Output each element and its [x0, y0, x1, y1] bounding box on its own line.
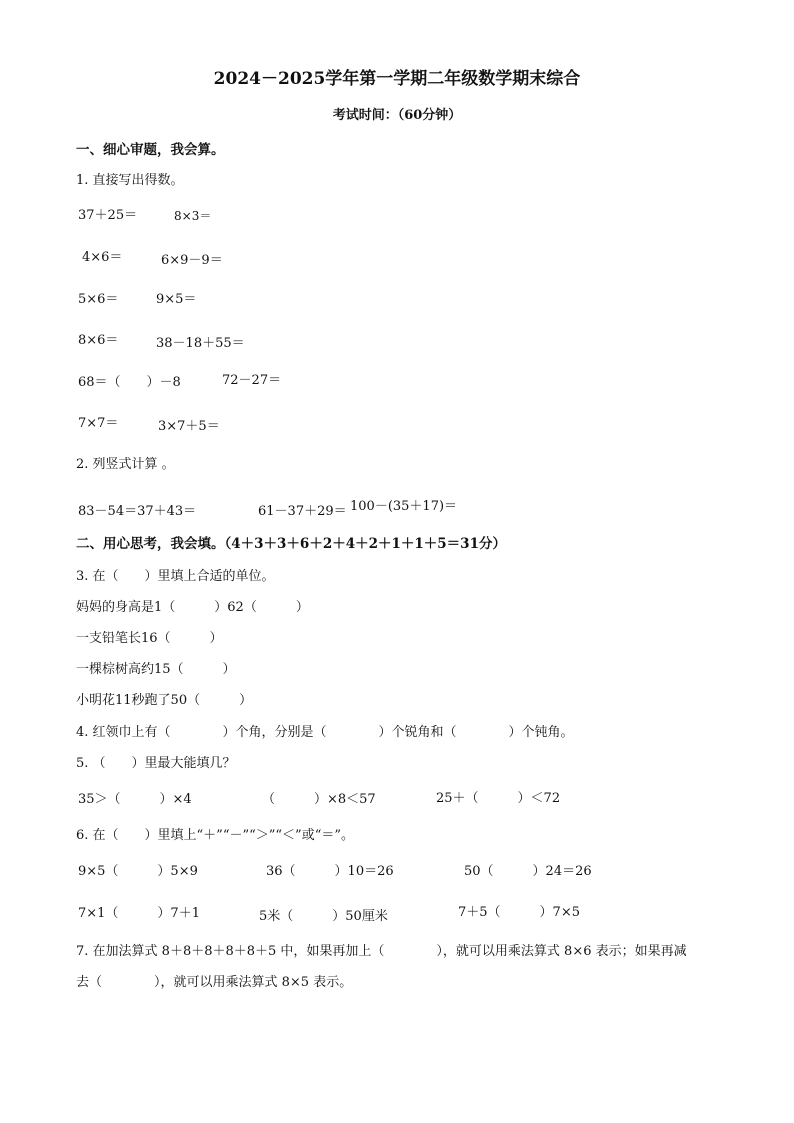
- q5-item: （ ）×8＜57: [262, 792, 376, 807]
- q3-line: 小明花11秒跑了50（ ）: [76, 693, 253, 708]
- q2-item: 83－54＝37＋43＝: [78, 504, 197, 519]
- q5-item: 25＋（ ）＜72: [436, 791, 561, 806]
- question-5-label: 5. （ ）里最大能填几？: [76, 756, 236, 771]
- q1-item: 8×3＝: [174, 209, 212, 223]
- q3-line: 妈妈的身高是1（ ）62（ ）: [76, 600, 309, 615]
- q1-item: 9×5＝: [156, 292, 197, 307]
- q3-line: 一棵棕树高约15（ ）: [76, 662, 236, 677]
- q6-item: 9×5（ ）5×9: [78, 864, 198, 879]
- q1-item: 38－18＋55＝: [156, 336, 245, 351]
- q6-item: 5米（ ）50厘米: [259, 909, 388, 924]
- q2-item: 61－37＋29＝: [258, 504, 347, 519]
- section-1-heading: 一、细心审题，我会算。: [76, 142, 225, 158]
- q1-item: 7×7＝: [78, 416, 119, 431]
- question-2-label: 2. 列竖式计算 。: [76, 457, 175, 472]
- question-3-label: 3. 在（ ）里填上合适的单位。: [76, 569, 275, 584]
- q1-item: 4×6＝: [82, 250, 123, 265]
- exam-time: 考试时间：（60分钟）: [332, 108, 462, 123]
- q5-item: 35＞（ ）×4: [78, 792, 192, 807]
- q2-item: 100－(35＋17)＝: [350, 499, 458, 514]
- q6-item: 36（ ）10＝26: [266, 864, 394, 879]
- page-title: 2024－2025学年第一学期二年级数学期末综合: [213, 69, 581, 89]
- question-7-line2: 去（ ），就可以用乘法算式 8×5 表示。: [76, 975, 353, 990]
- q1-item: 6×9－9＝: [161, 253, 223, 268]
- q1-item: 8×6＝: [78, 333, 119, 348]
- q6-item: 50（ ）24＝26: [464, 864, 592, 879]
- q1-item: 68＝（ ）－8: [78, 375, 181, 390]
- question-4: 4. 红领巾上有（ ）个角，分别是（ ）个锐角和（ ）个钝角。: [76, 725, 574, 740]
- question-1-label: 1. 直接写出得数。: [76, 173, 184, 188]
- question-7-line1: 7. 在加法算式 8＋8＋8＋8＋8＋5 中，如果再加上（ ），就可以用乘法算式 8×6 表示；如果再减: [76, 944, 687, 959]
- q6-item: 7×1（ ）7＋1: [78, 906, 200, 921]
- q1-item: 72－27＝: [222, 373, 282, 388]
- q1-item: 5×6＝: [78, 292, 119, 307]
- q1-item: 3×7＋5＝: [158, 419, 220, 434]
- q6-item: 7＋5（ ）7×5: [458, 905, 580, 920]
- q1-item: 37＋25＝: [78, 208, 138, 223]
- section-2-heading: 二、用心思考，我会填。（4＋3＋3＋6＋2＋4＋2＋1＋1＋5＝31分）: [76, 536, 506, 552]
- question-6-label: 6. 在（ ）里填上“＋”“－”“＞”“＜”或“＝”。: [76, 828, 354, 843]
- q3-line: 一支铅笔长16（ ）: [76, 631, 223, 646]
